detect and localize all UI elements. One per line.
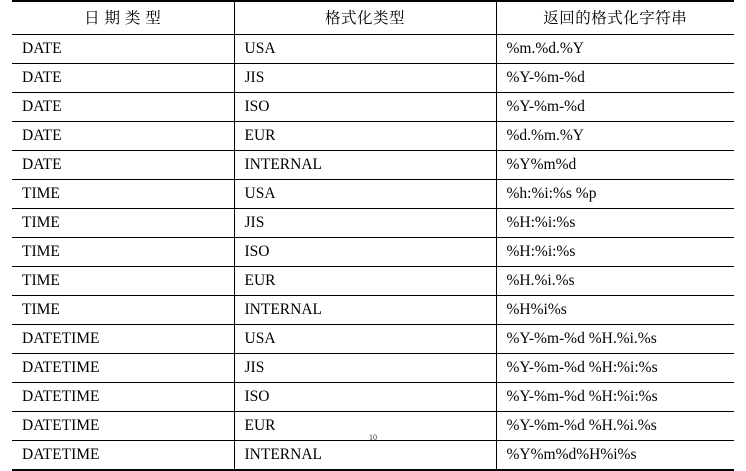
column-header-returned-string: 返回的格式化字符串 [496,1,734,35]
cell-returned-string: %H:%i:%s [496,238,734,267]
cell-returned-string: %Y-%m-%d [496,64,734,93]
table-row [12,209,734,238]
table-row [12,35,734,64]
cell-date-type: DATETIME [12,354,234,383]
cell-date-type: TIME [12,267,234,296]
cell-format-type: ISO [234,383,496,412]
cell-returned-string: %Y-%m-%d %H.%i.%s [496,412,734,441]
cell-returned-string: %Y-%m-%d [496,93,734,122]
table-row [12,180,734,209]
table-row [12,64,734,93]
cell-date-type: DATETIME [12,412,234,441]
cell-date-type: DATE [12,35,234,64]
cell-returned-string: %H.%i.%s [496,267,734,296]
cell-date-type: TIME [12,296,234,325]
cell-format-type: EUR [234,412,496,441]
cell-format-type: INTERNAL [234,296,496,325]
column-header-format-type: 格式化类型 [234,1,496,35]
cell-date-type: TIME [12,180,234,209]
cell-returned-string: %H%i%s [496,296,734,325]
cell-format-type: JIS [234,209,496,238]
table-row [12,325,734,354]
cell-format-type: USA [234,35,496,64]
cell-date-type: DATETIME [12,325,234,354]
cell-returned-string: %d.%m.%Y [496,122,734,151]
cell-format-type: EUR [234,267,496,296]
cell-format-type: ISO [234,238,496,267]
column-header-date-type: 日 期 类 型 [12,1,234,35]
cell-returned-string: %Y%m%d%H%i%s [496,441,734,471]
cell-date-type: TIME [12,209,234,238]
cell-date-type: DATETIME [12,383,234,412]
cell-format-type: EUR [234,122,496,151]
table-row [12,238,734,267]
table-body [12,35,734,471]
page-number: 10 [369,433,377,442]
cell-format-type: JIS [234,64,496,93]
cell-returned-string: %Y-%m-%d %H.%i.%s [496,325,734,354]
cell-format-type: ISO [234,93,496,122]
cell-date-type: DATETIME [12,441,234,471]
cell-format-type: USA [234,180,496,209]
table-row [12,93,734,122]
cell-returned-string: %H:%i:%s [496,209,734,238]
table-row [12,122,734,151]
cell-format-type: JIS [234,354,496,383]
cell-date-type: DATE [12,93,234,122]
table-header [12,1,734,35]
cell-date-type: DATE [12,122,234,151]
cell-format-type: INTERNAL [234,441,496,471]
date-format-table [12,0,734,471]
table-row [12,441,734,471]
table-row [12,267,734,296]
table-row [12,296,734,325]
table-header-row [12,1,734,35]
table-row [12,151,734,180]
cell-date-type: TIME [12,238,234,267]
cell-returned-string: %Y%m%d [496,151,734,180]
cell-returned-string: %Y-%m-%d %H:%i:%s [496,354,734,383]
cell-returned-string: %h:%i:%s %p [496,180,734,209]
cell-returned-string: %m.%d.%Y [496,35,734,64]
table-row [12,383,734,412]
cell-format-type: INTERNAL [234,151,496,180]
cell-format-type: USA [234,325,496,354]
cell-date-type: DATE [12,151,234,180]
table-row [12,354,734,383]
cell-returned-string: %Y-%m-%d %H:%i:%s [496,383,734,412]
cell-date-type: DATE [12,64,234,93]
